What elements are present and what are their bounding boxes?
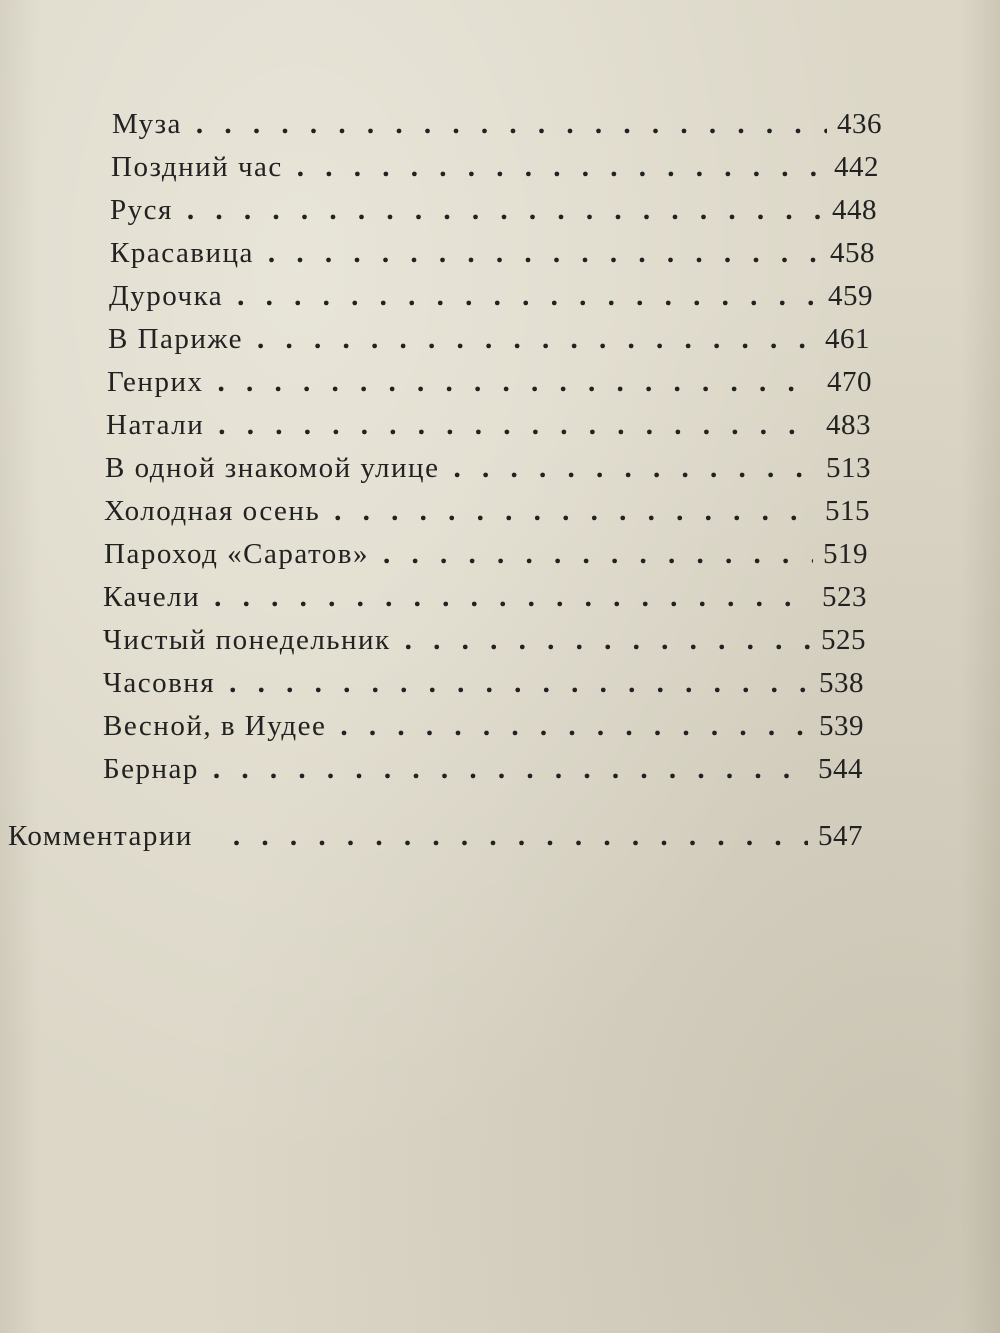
toc-entry-title: Руся: [110, 194, 173, 226]
dot-leader: [229, 665, 809, 701]
toc-entry: [104, 493, 870, 529]
toc-entry-page: 523: [822, 581, 867, 613]
toc-entry: [106, 407, 871, 443]
dot-leader: [453, 450, 816, 486]
toc-entry-title: Натали: [106, 409, 205, 441]
toc-entry-page: 458: [830, 237, 875, 269]
toc-entry-page: 448: [832, 194, 877, 226]
toc-entry: [108, 321, 870, 357]
toc-entry: [109, 278, 873, 314]
toc-entry-title: Поздний час: [111, 151, 283, 183]
toc-entry-title: Генрих: [107, 366, 204, 398]
dot-leader: [297, 149, 824, 185]
toc-entry-page: 547: [818, 820, 863, 852]
toc-entry-title: Дурочка: [109, 280, 224, 312]
toc-entry: [103, 579, 867, 615]
toc-entry: [110, 235, 875, 271]
toc-entry: [107, 364, 872, 400]
toc-entry: [103, 665, 864, 701]
toc-entry: [112, 106, 882, 142]
toc-entry: [103, 751, 863, 787]
toc-entry-page: 470: [827, 366, 872, 398]
toc-entry: [105, 450, 871, 486]
toc-entry-page: 519: [823, 538, 868, 570]
toc-entry-commentary: [8, 818, 863, 854]
toc-entry-title: Муза: [112, 108, 182, 140]
dot-leader: [340, 708, 809, 744]
toc-entry-page: 442: [834, 151, 879, 183]
dot-leader: [257, 321, 815, 357]
toc-entry-page: 459: [828, 280, 873, 312]
dot-leader: [334, 493, 815, 529]
dot-leader: [383, 536, 813, 572]
toc-entry-title: Качели: [103, 581, 201, 613]
dot-leader: [217, 364, 817, 400]
toc-entry: [111, 149, 879, 185]
dot-leader: [218, 407, 816, 443]
toc-entry-title: Бернар: [103, 753, 199, 785]
toc-entry-page: 483: [826, 409, 871, 441]
dot-leader: [233, 818, 808, 854]
dot-leader: [268, 235, 820, 271]
toc-entry-title: Пароход «Саратов»: [104, 538, 369, 570]
toc-entry-page: 539: [819, 710, 864, 742]
toc-entry-page: 538: [819, 667, 864, 699]
dot-leader: [237, 278, 818, 314]
dot-leader: [214, 579, 812, 615]
toc-entry-page: 436: [837, 108, 882, 140]
toc-entry-title: Чистый понедельник: [103, 624, 391, 656]
toc-entry: [103, 622, 866, 658]
toc-entry-page: 544: [818, 753, 863, 785]
toc-entry-title: Красавица: [110, 237, 254, 269]
toc-entry-title: В одной знакомой улице: [105, 452, 440, 484]
toc-entry-title: Часовня: [103, 667, 216, 699]
dot-leader: [196, 106, 827, 142]
toc-entry: [110, 192, 877, 228]
dot-leader: [187, 192, 822, 228]
toc-entry-title: В Париже: [108, 323, 243, 355]
toc-entry-title: Комментарии: [8, 820, 193, 852]
dot-leader: [405, 622, 811, 658]
toc-entry-page: 461: [825, 323, 870, 355]
toc-entry-title: Холодная осень: [104, 495, 321, 527]
toc-entry: [104, 536, 868, 572]
toc-entry: [103, 708, 864, 744]
toc-entry-title: Весной, в Иудее: [103, 710, 327, 742]
toc-entry-page: 515: [825, 495, 870, 527]
dot-leader: [213, 751, 808, 787]
toc-entry-page: 513: [826, 452, 871, 484]
toc-entry-page: 525: [821, 624, 866, 656]
